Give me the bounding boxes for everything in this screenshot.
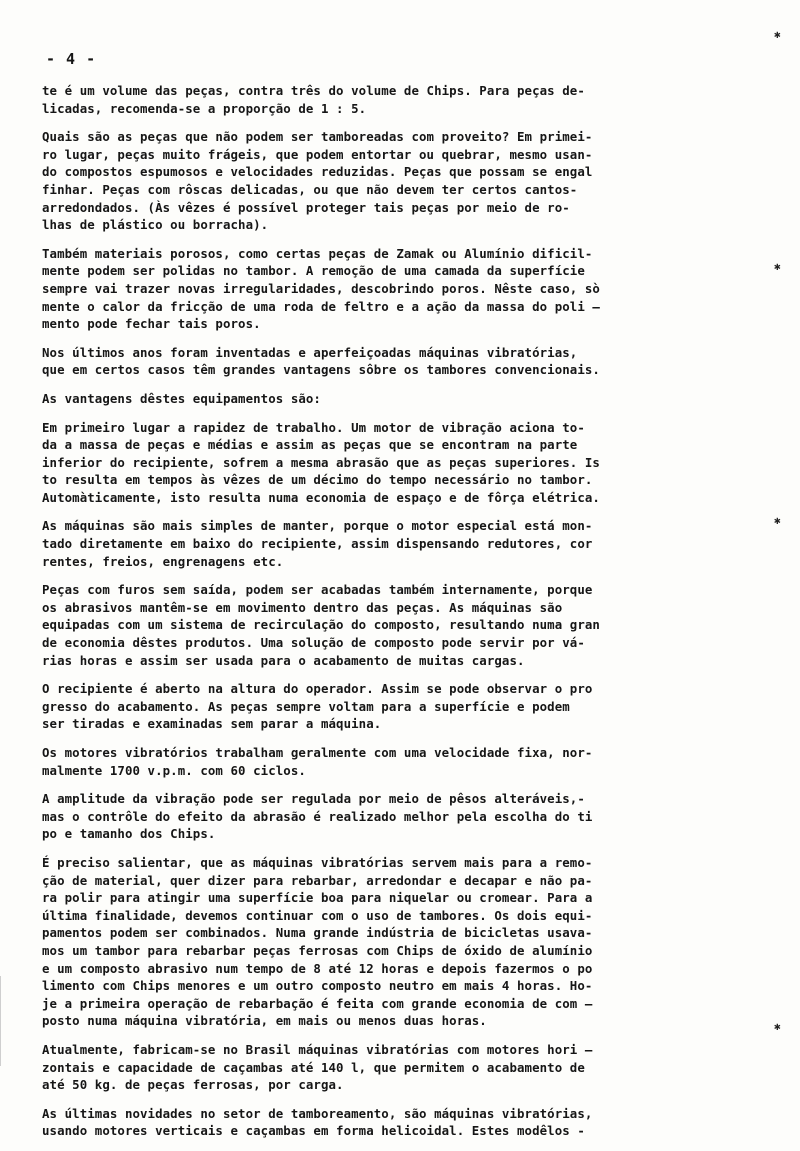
paragraph	[42, 390, 722, 408]
paragraph	[42, 790, 722, 843]
text-line: As vantagens dêstes equipamentos são:	[42, 390, 321, 406]
text-line: tado diretamente em baixo do recipiente, assim dispensando redutores, cor	[42, 536, 593, 552]
text-line: As máquinas são mais simples de manter, porque o motor especial está mon-	[42, 518, 593, 534]
text-line: Os motores vibratórios trabalham geralmente com uma velocidade fixa, nor-	[42, 745, 593, 760]
text-line: Peças com furos sem saída, podem ser acabadas também internamente, porque	[42, 582, 593, 598]
document-body	[42, 82, 722, 1151]
margin-mark-icon: ✱	[774, 28, 781, 41]
text-line: até 50 kg. de peças ferrosas, por carga.	[42, 1077, 344, 1093]
margin-mark-icon: ✱	[774, 260, 781, 273]
text-line: Nos últimos anos foram inventadas e aperfeiçoadas máquinas vibratórias,	[42, 344, 578, 360]
text-line: licadas, recomenda-se a proporção de 1 : 5.	[42, 100, 367, 116]
text-line: última finalidade, devemos continuar com o uso de tambores. Os dois equi-	[42, 907, 593, 923]
paragraph	[42, 419, 722, 507]
text-line: mente podem ser polidas no tambor. A remoção de uma camada da superfície	[42, 263, 585, 279]
text-line: e um composto abrasivo num tempo de 8 até 12 horas e depois fazermos o po	[42, 960, 593, 976]
text-line: po e tamanho dos Chips.	[42, 826, 216, 842]
text-line: ção de material, quer dizer para rebarbar, arredondar e decapar e não pa-	[42, 872, 593, 888]
text-line: Em primeiro lugar a rapidez de trabalho. Um motor de vibração aciona to-	[42, 419, 585, 435]
scan-edge	[0, 976, 7, 1066]
text-line: zontais e capacidade de caçambas até 140 l, que permitem o acabamento de	[42, 1059, 585, 1075]
paragraph	[42, 517, 722, 570]
text-line: inferior do recipiente, sofrem a mesma abrasão que as peças superiores. Is	[42, 454, 600, 470]
text-line: pamentos podem ser combinados. Numa grande indústria de bicicletas usava-	[42, 925, 593, 941]
text-line: malmente 1700 v.p.m. com 60 ciclos.	[42, 762, 306, 778]
text-line: de economia dêstes produtos. Uma solução de composto pode servir por vá-	[42, 635, 585, 651]
text-line: je a primeira operação de rebarbação é feita com grande economia de com —	[42, 995, 593, 1011]
text-line: equipadas com um sistema de recirculação do composto, resultando numa gran	[42, 617, 600, 633]
text-line: lhas de plástico ou borracha).	[42, 217, 269, 233]
text-line: os abrasivos mantêm-se em movimento dentro das peças. As máquinas são	[42, 599, 563, 615]
paragraph	[42, 744, 722, 779]
text-line: rias horas e assim ser usada para o acabamento de muitas cargas.	[42, 652, 525, 668]
margin-mark-icon: ✱	[774, 1020, 781, 1033]
paragraph	[42, 680, 722, 733]
text-line: mos um tambor para rebarbar peças ferrosas com Chips de óxido de alumínio	[42, 942, 593, 958]
paragraph	[42, 1105, 722, 1140]
text-line: Também materiais porosos, como certas peças de Zamak ou Alumínio dificil-	[42, 245, 593, 261]
text-line: mento pode fechar tais poros.	[42, 316, 261, 332]
paragraph	[42, 581, 722, 669]
text-line: O recipiente é aberto na altura do operador. Assim se pode observar o pro	[42, 681, 593, 697]
text-line: Automàticamente, isto resulta numa economia de espaço e de fôrça elétrica.	[42, 489, 600, 505]
text-line: ra polir para atingir uma superfície boa para niquelar ou cromear. Para a	[42, 890, 593, 906]
text-line: É preciso salientar, que as máquinas vibratórias servem mais para a remo-	[42, 854, 593, 870]
text-line: limento com Chips menores e um outro composto neutro em mais 4 horas. Ho-	[42, 978, 593, 994]
text-line: usando motores verticais e caçambas em forma helicoidal. Estes modêlos -	[42, 1123, 585, 1139]
paragraph	[42, 128, 722, 234]
text-line: mas o contrôle do efeito da abrasão é realizado melhor pela escolha do ti	[42, 808, 593, 824]
text-line: rentes, freios, engrenagens etc.	[42, 553, 284, 569]
text-line: mente o calor da fricção de uma roda de feltro e a ação da massa do poli —	[42, 298, 600, 314]
text-line: to resulta em tempos às vêzes de um décimo do tempo necessário no tambor.	[42, 472, 593, 488]
page-number: - 4 -	[46, 50, 97, 68]
text-line: sempre vai trazer novas irregularidades, descobrindo poros. Nêste caso, sò	[42, 280, 600, 296]
paragraph	[42, 245, 722, 333]
text-line: do compostos espumosos e velocidades reduzidas. Peças que possam se engal	[42, 164, 593, 180]
paragraph	[42, 1041, 722, 1094]
text-line: te é um volume das peças, contra três do volume de Chips. Para peças de-	[42, 83, 585, 98]
paragraph	[42, 82, 722, 117]
text-line: que em certos casos têm grandes vantagens sôbre os tambores convencionais.	[42, 362, 600, 378]
paragraph	[42, 854, 722, 1030]
paragraph	[42, 344, 722, 379]
text-line: Quais são as peças que não podem ser tamboreadas com proveito? Em primei-	[42, 129, 593, 145]
text-line: arredondados. (Às vêzes é possível proteger tais peças por meio de ro-	[42, 199, 570, 215]
text-line: finhar. Peças com rôscas delicadas, ou que não devem ter certos cantos-	[42, 181, 578, 197]
margin-mark-icon: ✱	[774, 514, 781, 527]
text-line: As últimas novidades no setor de tamboreamento, são máquinas vibratórias,	[42, 1105, 593, 1121]
text-line: ro lugar, peças muito frágeis, que podem entortar ou quebrar, mesmo usan-	[42, 146, 593, 162]
text-line: gresso do acabamento. As peças sempre voltam para a superfície e podem	[42, 698, 570, 714]
text-line: ser tiradas e examinadas sem parar a máquina.	[42, 716, 382, 732]
text-line: da a massa de peças e médias e assim as peças que se encontram na parte	[42, 437, 578, 453]
text-line: posto numa máquina vibratória, em mais ou menos duas horas.	[42, 1013, 487, 1029]
text-line: A amplitude da vibração pode ser regulada por meio de pêsos alteráveis,-	[42, 791, 585, 807]
text-line: Atualmente, fabricam-se no Brasil máquinas vibratórias com motores hori —	[42, 1041, 593, 1057]
